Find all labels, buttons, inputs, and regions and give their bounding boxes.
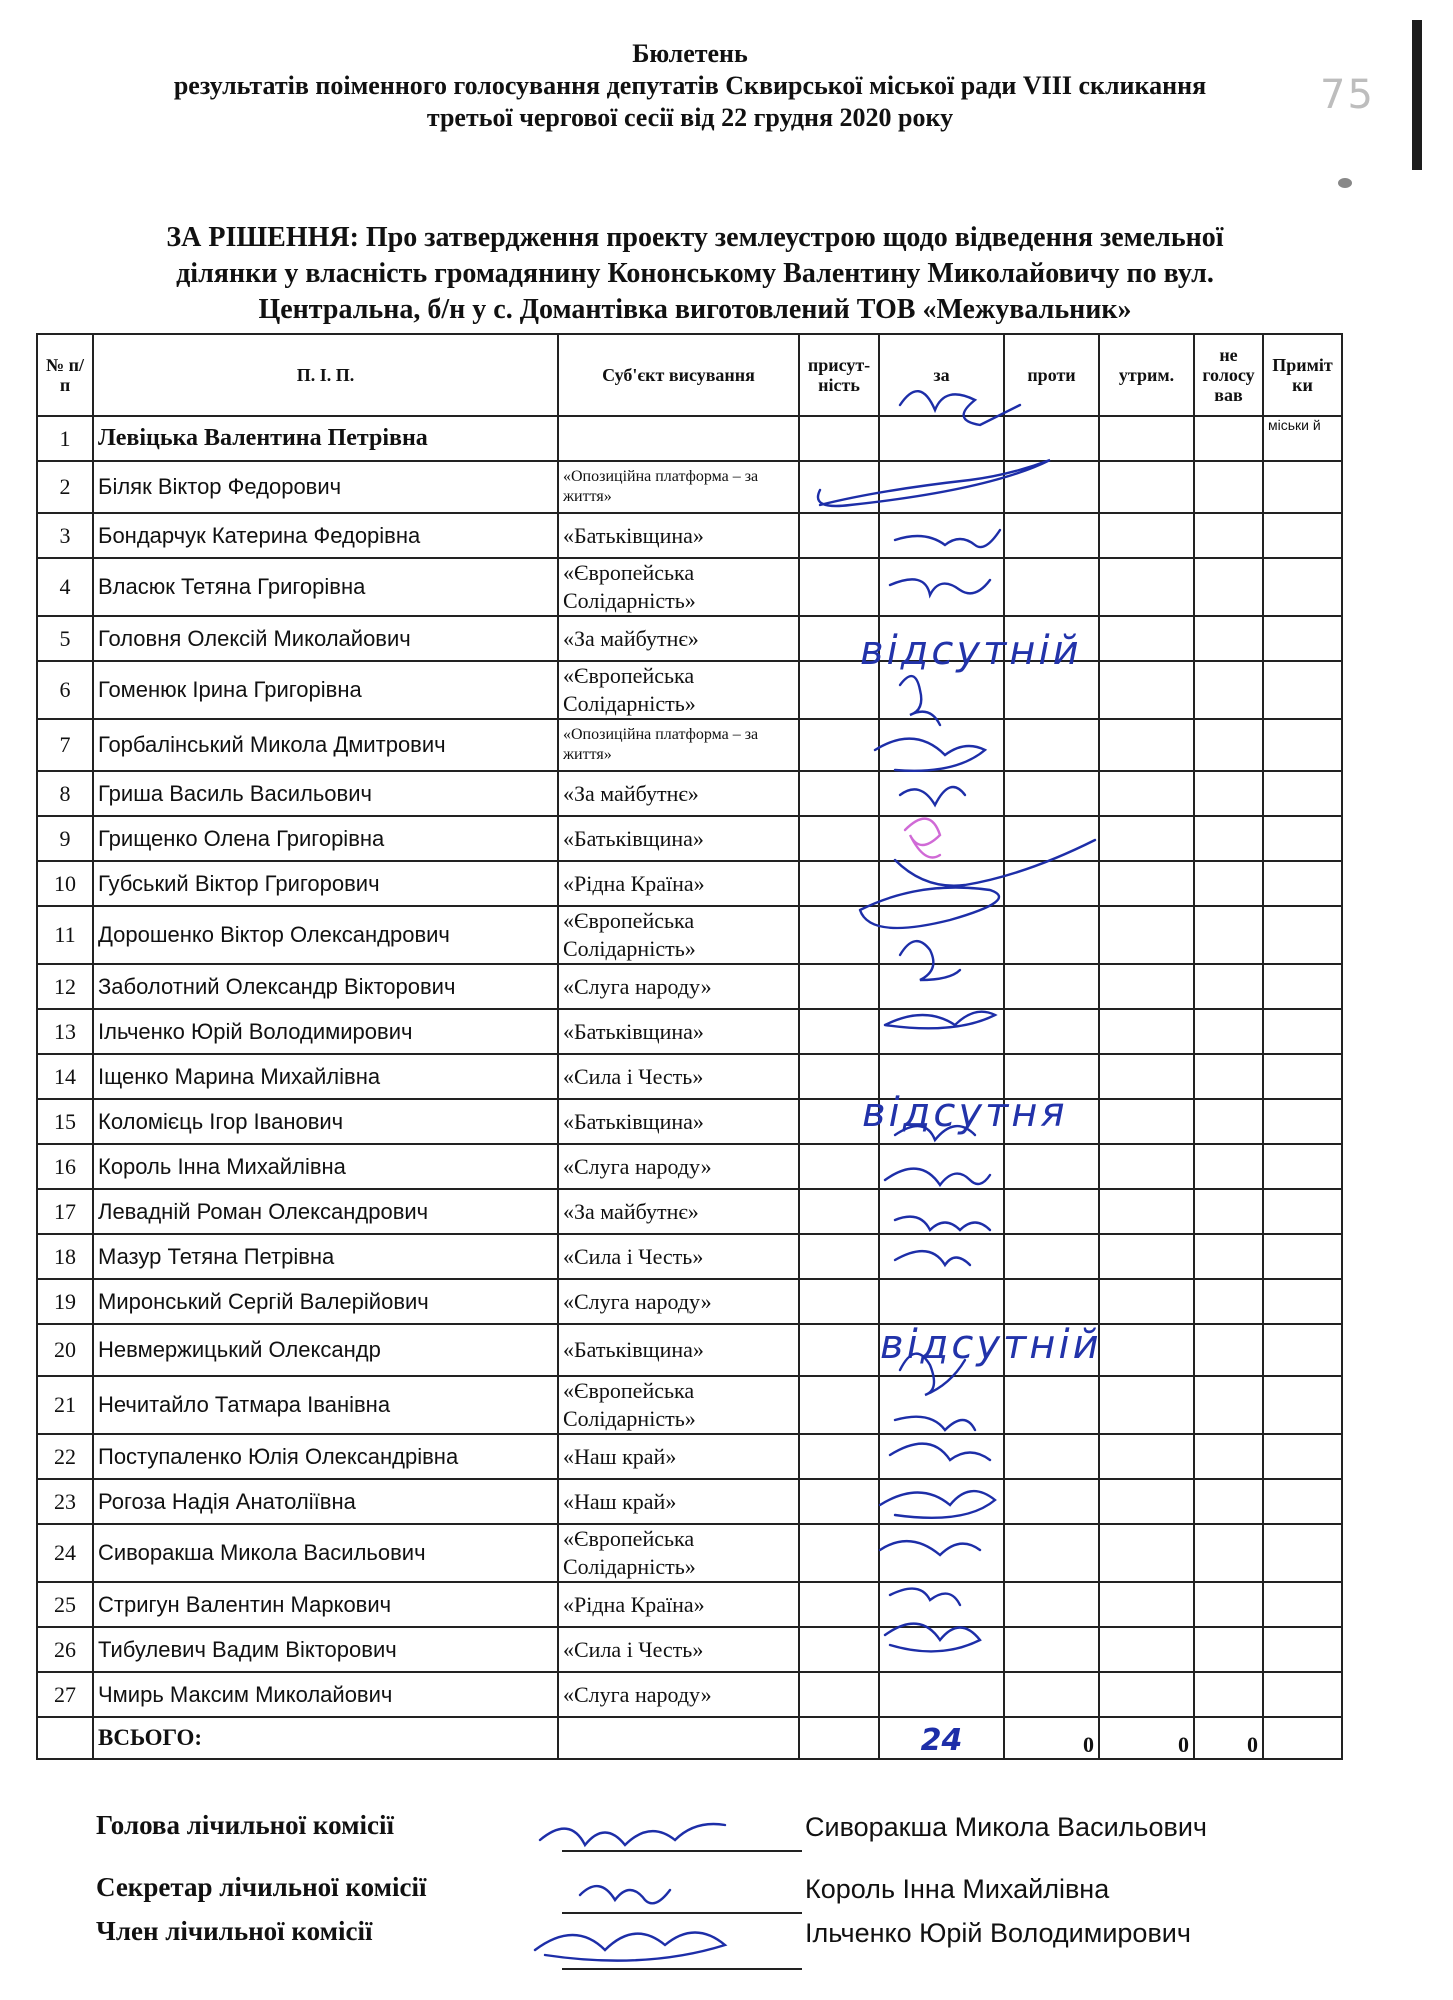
notes-cell xyxy=(1263,1279,1342,1324)
not-voted-cell xyxy=(1194,1479,1263,1524)
not-voted-cell xyxy=(1194,1672,1263,1717)
decision-title xyxy=(95,220,1295,328)
deputy-name: Рогоза Надія Анатоліївна xyxy=(93,1479,558,1524)
signature-row-7 xyxy=(875,739,985,771)
signature-row-2 xyxy=(818,460,1050,506)
notes-cell xyxy=(1263,1054,1342,1099)
total-party-cell xyxy=(558,1717,799,1759)
deputy-name: Левіцька Валентина Петрівна xyxy=(93,416,558,461)
not-voted-cell xyxy=(1194,1376,1263,1434)
scan-speck xyxy=(1338,178,1352,188)
not-voted-cell xyxy=(1194,1434,1263,1479)
commission-signatures xyxy=(520,1800,820,1980)
signature-line-3 xyxy=(562,1968,802,1970)
not-voted-cell xyxy=(1194,1234,1263,1279)
row-number: 21 xyxy=(37,1376,93,1434)
deputy-name: Гриша Василь Васильович xyxy=(93,771,558,816)
signature-row-15 xyxy=(895,1126,975,1140)
signature-row-24 xyxy=(880,1491,995,1518)
total-not-voted: 0 xyxy=(1194,1717,1263,1759)
nominating-party: «Опозиційна платформа – за життя» xyxy=(558,719,799,771)
voter-signatures xyxy=(800,380,1150,1820)
row-number: 5 xyxy=(37,616,93,661)
not-voted-cell xyxy=(1194,964,1263,1009)
signature-row-12 xyxy=(900,941,960,980)
signature-row-8 xyxy=(900,787,965,805)
deputy-name: Нечитайло Татмара Іванівна xyxy=(93,1376,558,1434)
commission-role-3: Член лічильної комісії xyxy=(96,1916,373,1946)
absent-mark-row-14: відсутня xyxy=(862,1090,1068,1136)
page-number-mark: 75 xyxy=(1320,72,1375,118)
deputy-name: Невмержицький Олександр xyxy=(93,1324,558,1376)
not-voted-cell xyxy=(1194,1627,1263,1672)
header-present: присут-ність xyxy=(799,334,879,416)
row-number: 22 xyxy=(37,1434,93,1479)
notes-cell xyxy=(1263,461,1342,513)
not-voted-cell xyxy=(1194,1054,1263,1099)
deputy-name: Миронський Сергій Валерійович xyxy=(93,1279,558,1324)
signature-row-17 xyxy=(895,1217,990,1230)
deputy-name: Дорошенко Віктор Олександрович xyxy=(93,906,558,964)
row-number: 1 xyxy=(37,416,93,461)
not-voted-cell xyxy=(1194,1279,1263,1324)
not-voted-cell xyxy=(1194,1189,1263,1234)
notes-cell xyxy=(1263,1144,1342,1189)
signature-line-1 xyxy=(562,1850,802,1852)
not-voted-cell xyxy=(1194,1009,1263,1054)
deputy-name: Головня Олексій Миколайович xyxy=(93,616,558,661)
row-number: 2 xyxy=(37,461,93,513)
not-voted-cell xyxy=(1194,861,1263,906)
not-voted-cell xyxy=(1194,1144,1263,1189)
total-notes-cell xyxy=(1263,1717,1342,1759)
deputy-name: Коломієць Ігор Іванович xyxy=(93,1099,558,1144)
deputy-name: Губський Віктор Григорович xyxy=(93,861,558,906)
not-voted-cell xyxy=(1194,1099,1263,1144)
notes-cell xyxy=(1263,616,1342,661)
not-voted-cell xyxy=(1194,1524,1263,1582)
header-notes: Приміт ки xyxy=(1263,334,1342,416)
notes-cell xyxy=(1263,1189,1342,1234)
row-number: 4 xyxy=(37,558,93,616)
not-voted-cell xyxy=(1194,1324,1263,1376)
deputy-name: Сиворакша Микола Васильович xyxy=(93,1524,558,1582)
notes-cell xyxy=(1263,816,1342,861)
notes-cell xyxy=(1263,1524,1342,1582)
deputy-name: Власюк Тетяна Григорівна xyxy=(93,558,558,616)
signature-secretary xyxy=(580,1886,670,1903)
not-voted-cell xyxy=(1194,513,1263,558)
row-number: 14 xyxy=(37,1054,93,1099)
nominating-party: «Опозиційна платформа – за життя» xyxy=(558,461,799,513)
nominating-party: «Слуга народу» xyxy=(558,1672,799,1717)
deputy-name: Чмирь Максим Миколайович xyxy=(93,1672,558,1717)
notes-cell xyxy=(1263,771,1342,816)
notes-cell xyxy=(1263,558,1342,616)
nominating-party: «Наш край» xyxy=(558,1479,799,1524)
signature-row-22 xyxy=(895,1417,975,1430)
nominating-party: «Слуга народу» xyxy=(558,1279,799,1324)
deputy-name: Біляк Віктор Федорович xyxy=(93,461,558,513)
header-subtitle: результатів поіменного голосування депутатів Сквирської міської ради VIII скликання xyxy=(173,71,1207,100)
row-number: 19 xyxy=(37,1279,93,1324)
row-number: 23 xyxy=(37,1479,93,1524)
deputy-name: Грищенко Олена Григорівна xyxy=(93,816,558,861)
notes-cell xyxy=(1263,1582,1342,1627)
not-voted-cell xyxy=(1194,1582,1263,1627)
not-voted-cell xyxy=(1194,416,1263,461)
nominating-party: «Європейська Солідарність» xyxy=(558,558,799,616)
nominating-party: «Європейська Солідарність» xyxy=(558,906,799,964)
signature-row-16 xyxy=(885,1169,990,1185)
notes-cell xyxy=(1263,1672,1342,1717)
signature-row-13 xyxy=(885,1012,995,1029)
nominating-party: «Рідна Країна» xyxy=(558,1582,799,1627)
document-header xyxy=(60,38,1320,134)
row-number: 24 xyxy=(37,1524,93,1582)
header-title: Бюлетень xyxy=(632,39,748,68)
signature-row-4 xyxy=(890,579,990,595)
nominating-party: «Європейська Солідарність» xyxy=(558,661,799,719)
deputy-name: Іщенко Марина Михайлівна xyxy=(93,1054,558,1099)
header-name: П. І. П. xyxy=(93,334,558,416)
row-number: 3 xyxy=(37,513,93,558)
total-abstain: 0 xyxy=(1099,1717,1194,1759)
not-voted-cell xyxy=(1194,816,1263,861)
signature-row-21 xyxy=(900,1354,965,1395)
not-voted-cell xyxy=(1194,771,1263,816)
notes-cell xyxy=(1263,1324,1342,1376)
notes-cell xyxy=(1263,1009,1342,1054)
header-against: проти xyxy=(1004,334,1099,416)
absent-mark-row-5: відсутній xyxy=(860,628,1082,674)
header-party: Суб'єкт висування xyxy=(558,334,799,416)
signature-row-10 xyxy=(895,840,1095,886)
signature-row-26 xyxy=(890,1589,960,1605)
total-label: ВСЬОГО: xyxy=(93,1717,558,1759)
notes-cell xyxy=(1263,1479,1342,1524)
nominating-party: «Слуга народу» xyxy=(558,1144,799,1189)
row-number: 13 xyxy=(37,1009,93,1054)
nominating-party: «Сила і Честь» xyxy=(558,1627,799,1672)
deputy-name: Стригун Валентин Маркович xyxy=(93,1582,558,1627)
signature-member xyxy=(535,1933,725,1961)
signature-row-11 xyxy=(860,888,999,929)
not-voted-cell xyxy=(1194,558,1263,616)
row-number: 26 xyxy=(37,1627,93,1672)
nominating-party: «Сила і Честь» xyxy=(558,1054,799,1099)
deputy-name: Тибулевич Вадим Вікторович xyxy=(93,1627,558,1672)
row-number: 18 xyxy=(37,1234,93,1279)
signature-row-27 xyxy=(885,1624,980,1652)
signature-row-23 xyxy=(890,1444,990,1460)
not-voted-cell xyxy=(1194,719,1263,771)
notes-cell xyxy=(1263,661,1342,719)
not-voted-cell xyxy=(1194,906,1263,964)
nominating-party: «Європейська Солідарність» xyxy=(558,1524,799,1582)
notes-cell xyxy=(1263,861,1342,906)
nominating-party: «Батьківщина» xyxy=(558,1324,799,1376)
absent-mark-row-19: відсутній xyxy=(880,1322,1102,1368)
signature-row-18 xyxy=(895,1251,970,1265)
deputy-name: Бондарчук Катерина Федорівна xyxy=(93,513,558,558)
row-number: 20 xyxy=(37,1324,93,1376)
commission-role-2: Секретар лічильної комісії xyxy=(96,1872,427,1902)
nominating-party: «Батьківщина» xyxy=(558,513,799,558)
decision-line-2: ділянки у власність громадянину Кононському Валентину Миколайовичу по вул. xyxy=(176,258,1214,289)
signature-line-2 xyxy=(562,1912,802,1914)
row-number: 9 xyxy=(37,816,93,861)
nominating-party: «За майбутнє» xyxy=(558,771,799,816)
deputy-name: Левадній Роман Олександрович xyxy=(93,1189,558,1234)
header-not-voted: не голосу вав xyxy=(1194,334,1263,416)
header-session: третьої чергової сесії від 22 грудня 2020 року xyxy=(426,103,954,132)
notes-cell xyxy=(1263,513,1342,558)
nominating-party: «За майбутнє» xyxy=(558,1189,799,1234)
commission-role-1: Голова лічильної комісії xyxy=(96,1810,394,1840)
total-for: 24 xyxy=(879,1717,1004,1759)
nominating-party: «Батьківщина» xyxy=(558,1009,799,1054)
row-number: 17 xyxy=(37,1189,93,1234)
notes-cell xyxy=(1263,1627,1342,1672)
deputy-name: Король Інна Михайлівна xyxy=(93,1144,558,1189)
notes-cell xyxy=(1263,906,1342,964)
decision-line-1: ЗА РІШЕННЯ: Про затвердження проекту землеустрою щодо відведення земельної xyxy=(166,222,1224,253)
deputy-name: Горбалінський Микола Дмитрович xyxy=(93,719,558,771)
deputy-name: Поступаленко Юлія Олександрівна xyxy=(93,1434,558,1479)
nominating-party: «За майбутнє» xyxy=(558,616,799,661)
signature-row-9 xyxy=(905,819,940,858)
nominating-party: «Слуга народу» xyxy=(558,964,799,1009)
signature-row-25 xyxy=(880,1541,980,1555)
row-number: 12 xyxy=(37,964,93,1009)
nominating-party: «Європейська Солідарність» xyxy=(558,1376,799,1434)
nominating-party: «Рідна Країна» xyxy=(558,861,799,906)
row-number: 25 xyxy=(37,1582,93,1627)
not-voted-cell xyxy=(1194,616,1263,661)
not-voted-cell xyxy=(1194,661,1263,719)
deputy-name: Мазур Тетяна Петрівна xyxy=(93,1234,558,1279)
deputy-name: Гоменюк Ірина Григорівна xyxy=(93,661,558,719)
signature-row-1 xyxy=(900,391,1020,425)
notes-cell xyxy=(1263,1434,1342,1479)
commission-name-1: Сиворакша Микола Васильович xyxy=(805,1812,1207,1842)
row-number: 6 xyxy=(37,661,93,719)
signature-row-3 xyxy=(895,530,1000,547)
notes-cell xyxy=(1263,1099,1342,1144)
row-number: 11 xyxy=(37,906,93,964)
deputy-name: Заболотний Олександр Вікторович xyxy=(93,964,558,1009)
row-number: 16 xyxy=(37,1144,93,1189)
notes-cell xyxy=(1263,964,1342,1009)
notes-cell xyxy=(1263,1376,1342,1434)
notes-cell: міськи й xyxy=(1263,416,1342,461)
decision-line-3: Центральна, б/н у с. Домантівка виготовлений ТОВ «Межувальник» xyxy=(258,294,1132,325)
nominating-party: «Батьківщина» xyxy=(558,1099,799,1144)
notes-cell xyxy=(1263,1234,1342,1279)
nominating-party: «Наш край» xyxy=(558,1434,799,1479)
total-against: 0 xyxy=(1004,1717,1099,1759)
notes-cell xyxy=(1263,719,1342,771)
scan-edge-mark xyxy=(1412,20,1422,170)
row-number: 10 xyxy=(37,861,93,906)
row-number: 8 xyxy=(37,771,93,816)
nominating-party: «Сила і Честь» xyxy=(558,1234,799,1279)
commission-name-2: Король Інна Михайлівна xyxy=(805,1874,1110,1904)
nominating-party xyxy=(558,416,799,461)
total-num-cell xyxy=(37,1717,93,1759)
deputy-name: Ільченко Юрій Володимирович xyxy=(93,1009,558,1054)
row-number: 27 xyxy=(37,1672,93,1717)
header-abstain: утрим. xyxy=(1099,334,1194,416)
commission-name-3: Ільченко Юрій Володимирович xyxy=(805,1918,1191,1948)
signature-chair xyxy=(540,1824,725,1845)
header-num: № п/п xyxy=(37,334,93,416)
row-number: 15 xyxy=(37,1099,93,1144)
row-number: 7 xyxy=(37,719,93,771)
nominating-party: «Батьківщина» xyxy=(558,816,799,861)
header-for: за xyxy=(879,334,1004,416)
signature-row-6 xyxy=(900,676,940,725)
not-voted-cell xyxy=(1194,461,1263,513)
